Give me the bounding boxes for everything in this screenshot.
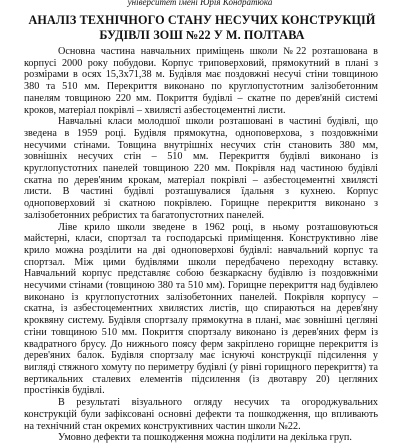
title-line-2: БУДІВЛІ ЗОШ №22 У М. ПОЛТАВА bbox=[99, 28, 305, 42]
article-body bbox=[24, 46, 378, 444]
paragraph: В результаті візуального огляду несучих та огороджувальних конструкцій були зафіксовані основні дефекти та пошкодження, що впливають на технічний стан окремих конструктивних частин школи №22. bbox=[24, 397, 378, 432]
paragraph: Ліве крило школи зведене в 1962 році, в ньому розташовуються майстерні, класи, спортзал та господарські приміщення. Конструктивно ліве крило можна розділити на дві одноповерхові будівлі: навчальний корпус та спортзал. Між цими будівлями школи передбачено переходну вставку. Навчальний корпус представляє собою безкаркасну будівлю із поздовжніми несучими стінами (товщиною 380 та 510 мм). Горищне перекриття над будівлею виконано із круглопустотних залізобетонних панелей. Покрівля корпусу – скатна, із азбестоцементних хвилястих листів, що спираються на дерев'яну кроквяну систему. Будівля спортзалу прямокутна в плані, має зовнішні цегляні стіни товщиною 510 мм. Покриття спортзалу виконано із дерев'яних ферм із квадратного брусу. До нижнього поясу ферм закріплено горищне перекриття із дерев'яних балок. Будівля спортзалу має існуючі конструкції підсилення у вигляді стяжного хомуту по периметру будівлі (у рівні горищного перекриття) та вертикальних сталевих елементів підсилення (із двотавру 20) цегляних простінків будівлі. bbox=[24, 221, 378, 397]
running-head: університет імені Юрія Кондратюка bbox=[127, 0, 273, 7]
paragraph: Основна частина навчальних приміщень школи №22 розташована в корпусі 2000 року побудови. Корпус триповерховий, прямокутний в плані з розмірами в осях 15,3х71,38 м. Будівля має поздовжні несучі стіни товщиною 380 та 510 мм. Перекриття виконано по круглопустотним залізобетонним панелям товщиною 220 мм. Покриття будівлі – скатне по дерев'яній системі кроков, матеріал покрівлі – хвилясті азбестоцементні листи. bbox=[24, 46, 378, 116]
paragraph: Навчальні класи молодшої школи розташовані в частині будівлі, що зведена в 1959 році. Будівля прямокутна, одноповерхова, з поздовжніми несучими стінами. Товщина внутрішніх несучих стін становить 380 мм, зовнішніх несучих стін – 510 мм. Перекриття будівлі виконано із круглопустотних панелей товщиною 220 мм. Покрівля над частиною будівлі скатна по дерев'яним крокам, матеріал покрівлі – азбестоцементні хвилясті листи. В частині будівлі розташувалися їдальня з кухнею. Корпус одноповерховий зі скатною покрівлею. Горищне перекриття виконано з залізобетонних ребристих та багатопустотних панелей. bbox=[24, 116, 378, 221]
paragraph: Умовно дефекти та пошкодження можна поділити на декілька груп. bbox=[58, 432, 352, 444]
title-line-1: АНАЛІЗ ТЕХНІЧНОГО СТАНУ НЕСУЧИХ КОНСТРУКЦІЙ bbox=[28, 13, 376, 27]
article-title bbox=[22, 13, 382, 43]
